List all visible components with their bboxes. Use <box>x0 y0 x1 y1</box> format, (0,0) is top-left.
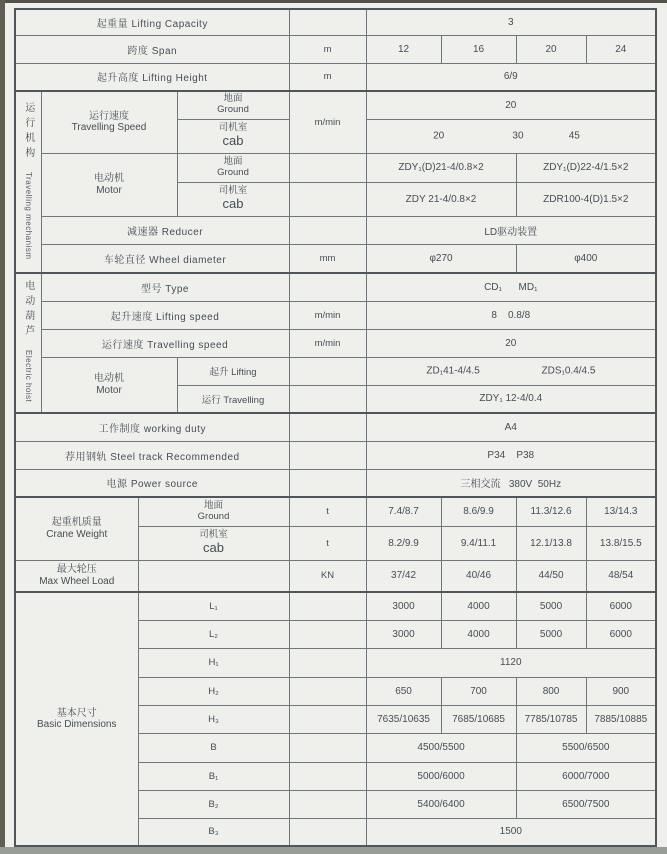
dim-b3-unit <box>289 818 366 846</box>
travel-motor-cab-value-2: ZDR100-4(D)1.5×2 <box>516 182 656 216</box>
dim-l1-sublabel: L₁ <box>138 592 289 620</box>
dim-l2-v4: 6000 <box>586 620 656 648</box>
row-wheel-diameter <box>15 244 656 273</box>
crane-weight-ground-v3: 11.3/12.6 <box>516 497 586 526</box>
scan-edge-bottom <box>0 847 667 854</box>
dim-b2-sublabel: B₂ <box>138 790 289 818</box>
row-max-wheel-load <box>15 560 656 592</box>
lifting-capacity-unit <box>289 9 366 35</box>
dim-b1-v2: 6000/7000 <box>516 762 656 790</box>
reducer-unit <box>289 216 366 244</box>
lifting-capacity-value: 3 <box>366 9 656 35</box>
row-dim-l1 <box>15 592 656 620</box>
dim-h1-value: 1120 <box>366 648 656 677</box>
max-wheel-load-v1: 37/42 <box>366 560 441 592</box>
hoist-motor-lifting-value-1: ZD₁41-4/4.5 <box>426 365 480 377</box>
dim-l2-v3: 5000 <box>516 620 586 648</box>
row-travelling-speed-ground <box>15 91 656 119</box>
crane-weight-ground-v2: 8.6/9.9 <box>441 497 516 526</box>
hoist-travelling-speed-unit: m/min <box>289 329 366 357</box>
dim-h2-v1: 650 <box>366 677 441 705</box>
hoist-type-unit <box>289 273 366 301</box>
dim-b-unit <box>289 733 366 762</box>
row-power-source <box>15 469 656 497</box>
dim-b1-unit <box>289 762 366 790</box>
dim-l1-unit <box>289 592 366 620</box>
span-value-16: 16 <box>441 35 516 63</box>
row-lifting-height <box>15 63 656 91</box>
working-duty-label: 工作制度 working duty <box>15 413 289 441</box>
crane-weight-cab-v3: 12.1/13.8 <box>516 526 586 560</box>
row-lifting-capacity <box>15 9 656 35</box>
lifting-height-value: 6/9 <box>366 63 656 91</box>
travel-motor-ground-sublabel: 地面 Ground <box>177 153 289 182</box>
row-hoist-type <box>15 273 656 301</box>
travel-motor-ground-value-2: ZDY₁(D)22-4/1.5×2 <box>516 153 656 182</box>
electric-hoist-en: Electric hoist <box>23 350 33 403</box>
max-wheel-load-unit: KN <box>289 560 366 592</box>
steel-track-unit <box>289 441 366 469</box>
max-wheel-load-v4: 48/54 <box>586 560 656 592</box>
dim-b1-v1: 5000/6000 <box>366 762 516 790</box>
max-wheel-load-spacer <box>138 560 289 592</box>
dim-l2-v2: 4000 <box>441 620 516 648</box>
max-wheel-load-label: 最大轮压 Max Wheel Load <box>15 560 138 592</box>
lifting-height-label: 起升高度 Lifting Height <box>15 63 289 91</box>
dim-b2-unit <box>289 790 366 818</box>
scan-edge-top <box>0 0 667 3</box>
dim-l2-unit <box>289 620 366 648</box>
crane-weight-ground-v1: 7.4/8.7 <box>366 497 441 526</box>
hoist-motor-travelling-unit <box>289 385 366 413</box>
section-travelling-mechanism <box>15 91 41 273</box>
hoist-travelling-speed-label: 运行速度 Travelling speed <box>41 329 289 357</box>
row-hoist-travelling-speed <box>15 329 656 357</box>
section-electric-hoist <box>15 273 41 413</box>
travelling-speed-ground-value: 20 <box>366 91 656 119</box>
travel-motor-ground-value-1: ZDY₁(D)21-4/0.8×2 <box>366 153 516 182</box>
dim-h2-v2: 700 <box>441 677 516 705</box>
dim-b3-value: 1500 <box>366 818 656 846</box>
dim-b2-v1: 5400/6400 <box>366 790 516 818</box>
cab-speed-1: 20 <box>433 130 445 142</box>
power-source-unit <box>289 469 366 497</box>
span-value-20: 20 <box>516 35 586 63</box>
dim-h3-sublabel: H₃ <box>138 705 289 733</box>
crane-weight-ground-unit: t <box>289 497 366 526</box>
electric-hoist-cn: 电动葫芦 <box>22 280 34 341</box>
lifting-capacity-label: 起重量 Lifting Capacity <box>15 9 289 35</box>
dim-b2-v2: 6500/7500 <box>516 790 656 818</box>
crane-weight-cab-v1: 8.2/9.9 <box>366 526 441 560</box>
row-span <box>15 35 656 63</box>
travel-motor-ground-unit <box>289 153 366 182</box>
span-value-24: 24 <box>586 35 656 63</box>
hoist-motor-lifting-unit <box>289 357 366 385</box>
power-source-value: 三相交流 380V 50Hz <box>366 469 656 497</box>
hoist-lifting-speed-value: 8 0.8/8 <box>366 301 656 329</box>
working-duty-unit <box>289 413 366 441</box>
hoist-motor-lifting-values <box>366 357 656 385</box>
crane-weight-cab-unit: t <box>289 526 366 560</box>
row-steel-track <box>15 441 656 469</box>
travel-motor-cab-unit <box>289 182 366 216</box>
dim-l1-v3: 5000 <box>516 592 586 620</box>
dim-h2-v4: 900 <box>586 677 656 705</box>
dim-h3-v1: 7635/10635 <box>366 705 441 733</box>
row-hoist-lifting-speed <box>15 301 656 329</box>
steel-track-label: 荐用钢轨 Steel track Recommended <box>15 441 289 469</box>
reducer-label: 减速器 Reducer <box>41 216 289 244</box>
travelling-mechanism-en: Travelling mechanism <box>23 171 33 260</box>
travelling-mechanism-cn: 运行机构 <box>22 101 34 162</box>
dim-b3-sublabel: B₃ <box>138 818 289 846</box>
span-label: 跨度 Span <box>15 35 289 63</box>
hoist-motor-travelling-sublabel: 运行 Travelling <box>177 385 289 413</box>
basic-dimensions-label: 基本尺寸 Basic Dimensions <box>15 592 138 846</box>
dim-h1-sublabel: H₁ <box>138 648 289 677</box>
dim-h3-v2: 7685/10685 <box>441 705 516 733</box>
dim-h1-unit <box>289 648 366 677</box>
crane-weight-cab-v4: 13.8/15.5 <box>586 526 656 560</box>
hoist-motor-lifting-value-2: ZDS₁0.4/4.5 <box>541 365 596 377</box>
row-crane-weight-ground <box>15 497 656 526</box>
travelling-speed-label: 运行速度 Travelling Speed <box>41 91 177 153</box>
hoist-motor-label: 电动机 Motor <box>41 357 177 413</box>
travel-motor-label: 电动机 Motor <box>41 153 177 216</box>
hoist-lifting-speed-label: 起升速度 Lifting speed <box>41 301 289 329</box>
crane-weight-ground-sublabel: 地面 Ground <box>138 497 289 526</box>
wheel-diameter-unit: mm <box>289 244 366 273</box>
dim-b1-sublabel: B₁ <box>138 762 289 790</box>
travel-motor-cab-value-1: ZDY 21-4/0.8×2 <box>366 182 516 216</box>
travelling-speed-ground-sublabel: 地面 Ground <box>177 91 289 119</box>
crane-weight-cab-v2: 9.4/11.1 <box>441 526 516 560</box>
hoist-lifting-speed-unit: m/min <box>289 301 366 329</box>
cab-speed-2: 30 <box>512 130 524 142</box>
row-travel-motor-ground <box>15 153 656 182</box>
crane-weight-cab-sublabel: 司机室 cab <box>138 526 289 560</box>
steel-track-value: P34 P38 <box>366 441 656 469</box>
span-value-12: 12 <box>366 35 441 63</box>
dim-h3-v3: 7785/10785 <box>516 705 586 733</box>
dim-b-v2: 5500/6500 <box>516 733 656 762</box>
dim-b-v1: 4500/5500 <box>366 733 516 762</box>
hoist-motor-travelling-value: ZDY₁ 12-4/0.4 <box>366 385 656 413</box>
dim-l1-v1: 3000 <box>366 592 441 620</box>
travelling-speed-cab-values <box>366 119 656 153</box>
dim-h3-v4: 7885/10885 <box>586 705 656 733</box>
span-unit: m <box>289 35 366 63</box>
crane-weight-ground-v4: 13/14.3 <box>586 497 656 526</box>
max-wheel-load-v3: 44/50 <box>516 560 586 592</box>
crane-spec-table <box>14 8 657 847</box>
travel-motor-cab-sublabel: 司机室 cab <box>177 182 289 216</box>
max-wheel-load-v2: 40/46 <box>441 560 516 592</box>
dim-h3-unit <box>289 705 366 733</box>
travelling-speed-unit: m/min <box>289 91 366 153</box>
lifting-height-unit: m <box>289 63 366 91</box>
wheel-diameter-label: 车轮直径 Wheel diameter <box>41 244 289 273</box>
dim-h2-unit <box>289 677 366 705</box>
dim-l2-v1: 3000 <box>366 620 441 648</box>
scan-edge-left <box>0 0 5 849</box>
cab-speed-3: 45 <box>568 130 580 142</box>
row-working-duty <box>15 413 656 441</box>
hoist-type-label: 型号 Type <box>41 273 289 301</box>
hoist-motor-lifting-sublabel: 起升 Lifting <box>177 357 289 385</box>
reducer-value: LD驱动装置 <box>366 216 656 244</box>
hoist-type-value: CD₁ MD₁ <box>366 273 656 301</box>
row-hoist-motor-lifting <box>15 357 656 385</box>
power-source-label: 电源 Power source <box>15 469 289 497</box>
dim-l1-v2: 4000 <box>441 592 516 620</box>
wheel-diameter-value-1: φ270 <box>366 244 516 273</box>
row-reducer <box>15 216 656 244</box>
dim-h2-v3: 800 <box>516 677 586 705</box>
hoist-travelling-speed-value: 20 <box>366 329 656 357</box>
dim-l2-sublabel: L₂ <box>138 620 289 648</box>
crane-weight-label: 起重机质量 Crane Weight <box>15 497 138 560</box>
wheel-diameter-value-2: φ400 <box>516 244 656 273</box>
dim-h2-sublabel: H₂ <box>138 677 289 705</box>
dim-b-sublabel: B <box>138 733 289 762</box>
travelling-speed-cab-sublabel: 司机室 cab <box>177 119 289 153</box>
working-duty-value: A4 <box>366 413 656 441</box>
dim-l1-v4: 6000 <box>586 592 656 620</box>
